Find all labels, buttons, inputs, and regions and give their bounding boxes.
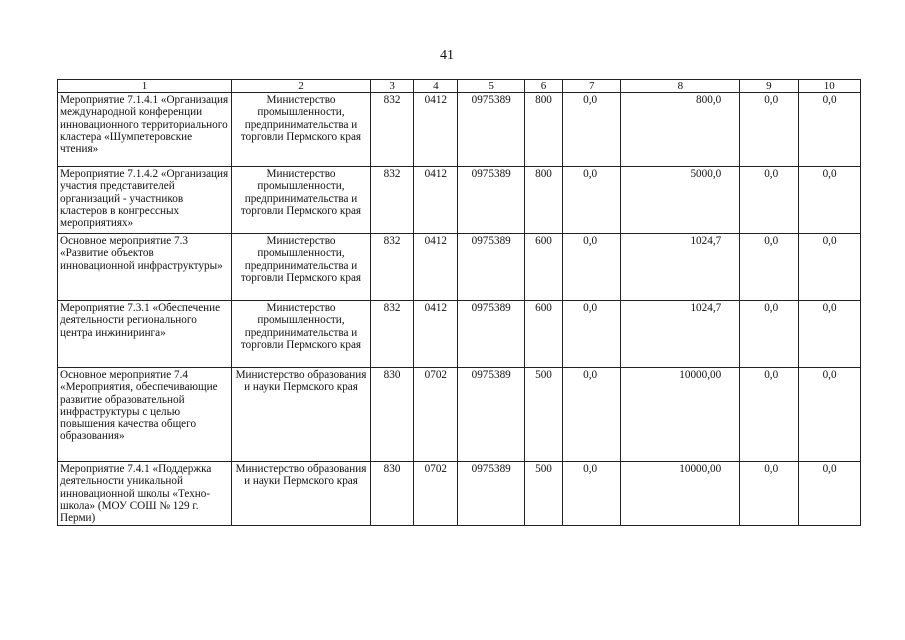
table-row — [58, 301, 861, 368]
amount-cell: 1024,7 — [621, 301, 740, 368]
section-code-cell: 0412 — [414, 93, 458, 167]
amount-cell: 0,0 — [740, 301, 798, 368]
expense-type-cell: 600 — [524, 301, 562, 368]
column-number: 10 — [798, 80, 860, 93]
amount-cell: 1024,7 — [621, 234, 740, 301]
target-code-cell: 0975389 — [458, 368, 524, 462]
amount-cell: 0,0 — [740, 462, 798, 526]
amount-cell: 10000,00 — [621, 368, 740, 462]
amount-cell: 0,0 — [798, 301, 860, 368]
activity-cell: Мероприятие 7.1.4.1 «Организация международной конференции инновационного территориального кластера «Шумпетеровские чтения» — [58, 93, 232, 167]
activity-cell: Мероприятие 7.4.1 «Поддержка деятельности уникальной инновационной школы «Техно-школа» (МОУ СОШ № 129 г. Перми) — [58, 462, 232, 526]
amount-cell: 0,0 — [563, 301, 621, 368]
amount-cell: 0,0 — [563, 234, 621, 301]
page-number: 41 — [440, 48, 454, 63]
amount-cell: 5000,0 — [621, 167, 740, 234]
activity-cell: Мероприятие 7.1.4.2 «Организация участия представителей организаций - участников кластеров в конгрессных мероприятиях» — [58, 167, 232, 234]
column-number-row — [58, 80, 861, 93]
section-code-cell: 0412 — [414, 167, 458, 234]
code-cell: 832 — [370, 301, 413, 368]
section-code-cell: 0412 — [414, 234, 458, 301]
table-row — [58, 234, 861, 301]
table-row — [58, 167, 861, 234]
amount-cell: 0,0 — [798, 93, 860, 167]
section-code-cell: 0702 — [414, 462, 458, 526]
target-code-cell: 0975389 — [458, 167, 524, 234]
organization-cell: Министерство промышленности, предпринимательства и торговли Пермского края — [232, 93, 371, 167]
organization-cell: Министерство образования и науки Пермского края — [232, 462, 371, 526]
activity-cell: Основное мероприятие 7.4 «Мероприятия, обеспечивающие развитие образовательной инфраструктуры с целью повышения качества общего образования» — [58, 368, 232, 462]
amount-cell: 0,0 — [740, 167, 798, 234]
column-number: 2 — [232, 80, 371, 93]
expense-type-cell: 500 — [524, 462, 562, 526]
code-cell: 830 — [370, 462, 413, 526]
amount-cell: 0,0 — [798, 368, 860, 462]
table-row — [58, 368, 861, 462]
amount-cell: 0,0 — [563, 462, 621, 526]
amount-cell: 0,0 — [740, 93, 798, 167]
organization-cell: Министерство промышленности, предпринимательства и торговли Пермского края — [232, 301, 371, 368]
organization-cell: Министерство промышленности, предпринимательства и торговли Пермского края — [232, 234, 371, 301]
amount-cell: 0,0 — [740, 234, 798, 301]
amount-cell: 0,0 — [798, 462, 860, 526]
target-code-cell: 0975389 — [458, 234, 524, 301]
activity-cell: Основное мероприятие 7.3 «Развитие объектов инновационной инфраструктуры» — [58, 234, 232, 301]
target-code-cell: 0975389 — [458, 462, 524, 526]
activity-cell: Мероприятие 7.3.1 «Обеспечение деятельности регионального центра инжиниринга» — [58, 301, 232, 368]
table-row — [58, 462, 861, 526]
amount-cell: 800,0 — [621, 93, 740, 167]
code-cell: 832 — [370, 93, 413, 167]
amount-cell: 0,0 — [798, 234, 860, 301]
expense-type-cell: 500 — [524, 368, 562, 462]
target-code-cell: 0975389 — [458, 301, 524, 368]
expense-type-cell: 600 — [524, 234, 562, 301]
column-number: 1 — [58, 80, 232, 93]
column-number: 5 — [458, 80, 524, 93]
column-number: 4 — [414, 80, 458, 93]
code-cell: 830 — [370, 368, 413, 462]
amount-cell: 0,0 — [563, 93, 621, 167]
section-code-cell: 0412 — [414, 301, 458, 368]
amount-cell: 0,0 — [563, 368, 621, 462]
organization-cell: Министерство образования и науки Пермского края — [232, 368, 371, 462]
code-cell: 832 — [370, 234, 413, 301]
column-number: 3 — [370, 80, 413, 93]
target-code-cell: 0975389 — [458, 93, 524, 167]
column-number: 6 — [524, 80, 562, 93]
code-cell: 832 — [370, 167, 413, 234]
expense-type-cell: 800 — [524, 167, 562, 234]
column-number: 8 — [621, 80, 740, 93]
column-number: 7 — [563, 80, 621, 93]
organization-cell: Министерство промышленности, предпринимательства и торговли Пермского края — [232, 167, 371, 234]
section-code-cell: 0702 — [414, 368, 458, 462]
amount-cell: 0,0 — [798, 167, 860, 234]
amount-cell: 0,0 — [740, 368, 798, 462]
expense-type-cell: 800 — [524, 93, 562, 167]
budget-table — [57, 79, 861, 526]
amount-cell: 10000,00 — [621, 462, 740, 526]
column-number: 9 — [740, 80, 798, 93]
table-row — [58, 93, 861, 167]
amount-cell: 0,0 — [563, 167, 621, 234]
